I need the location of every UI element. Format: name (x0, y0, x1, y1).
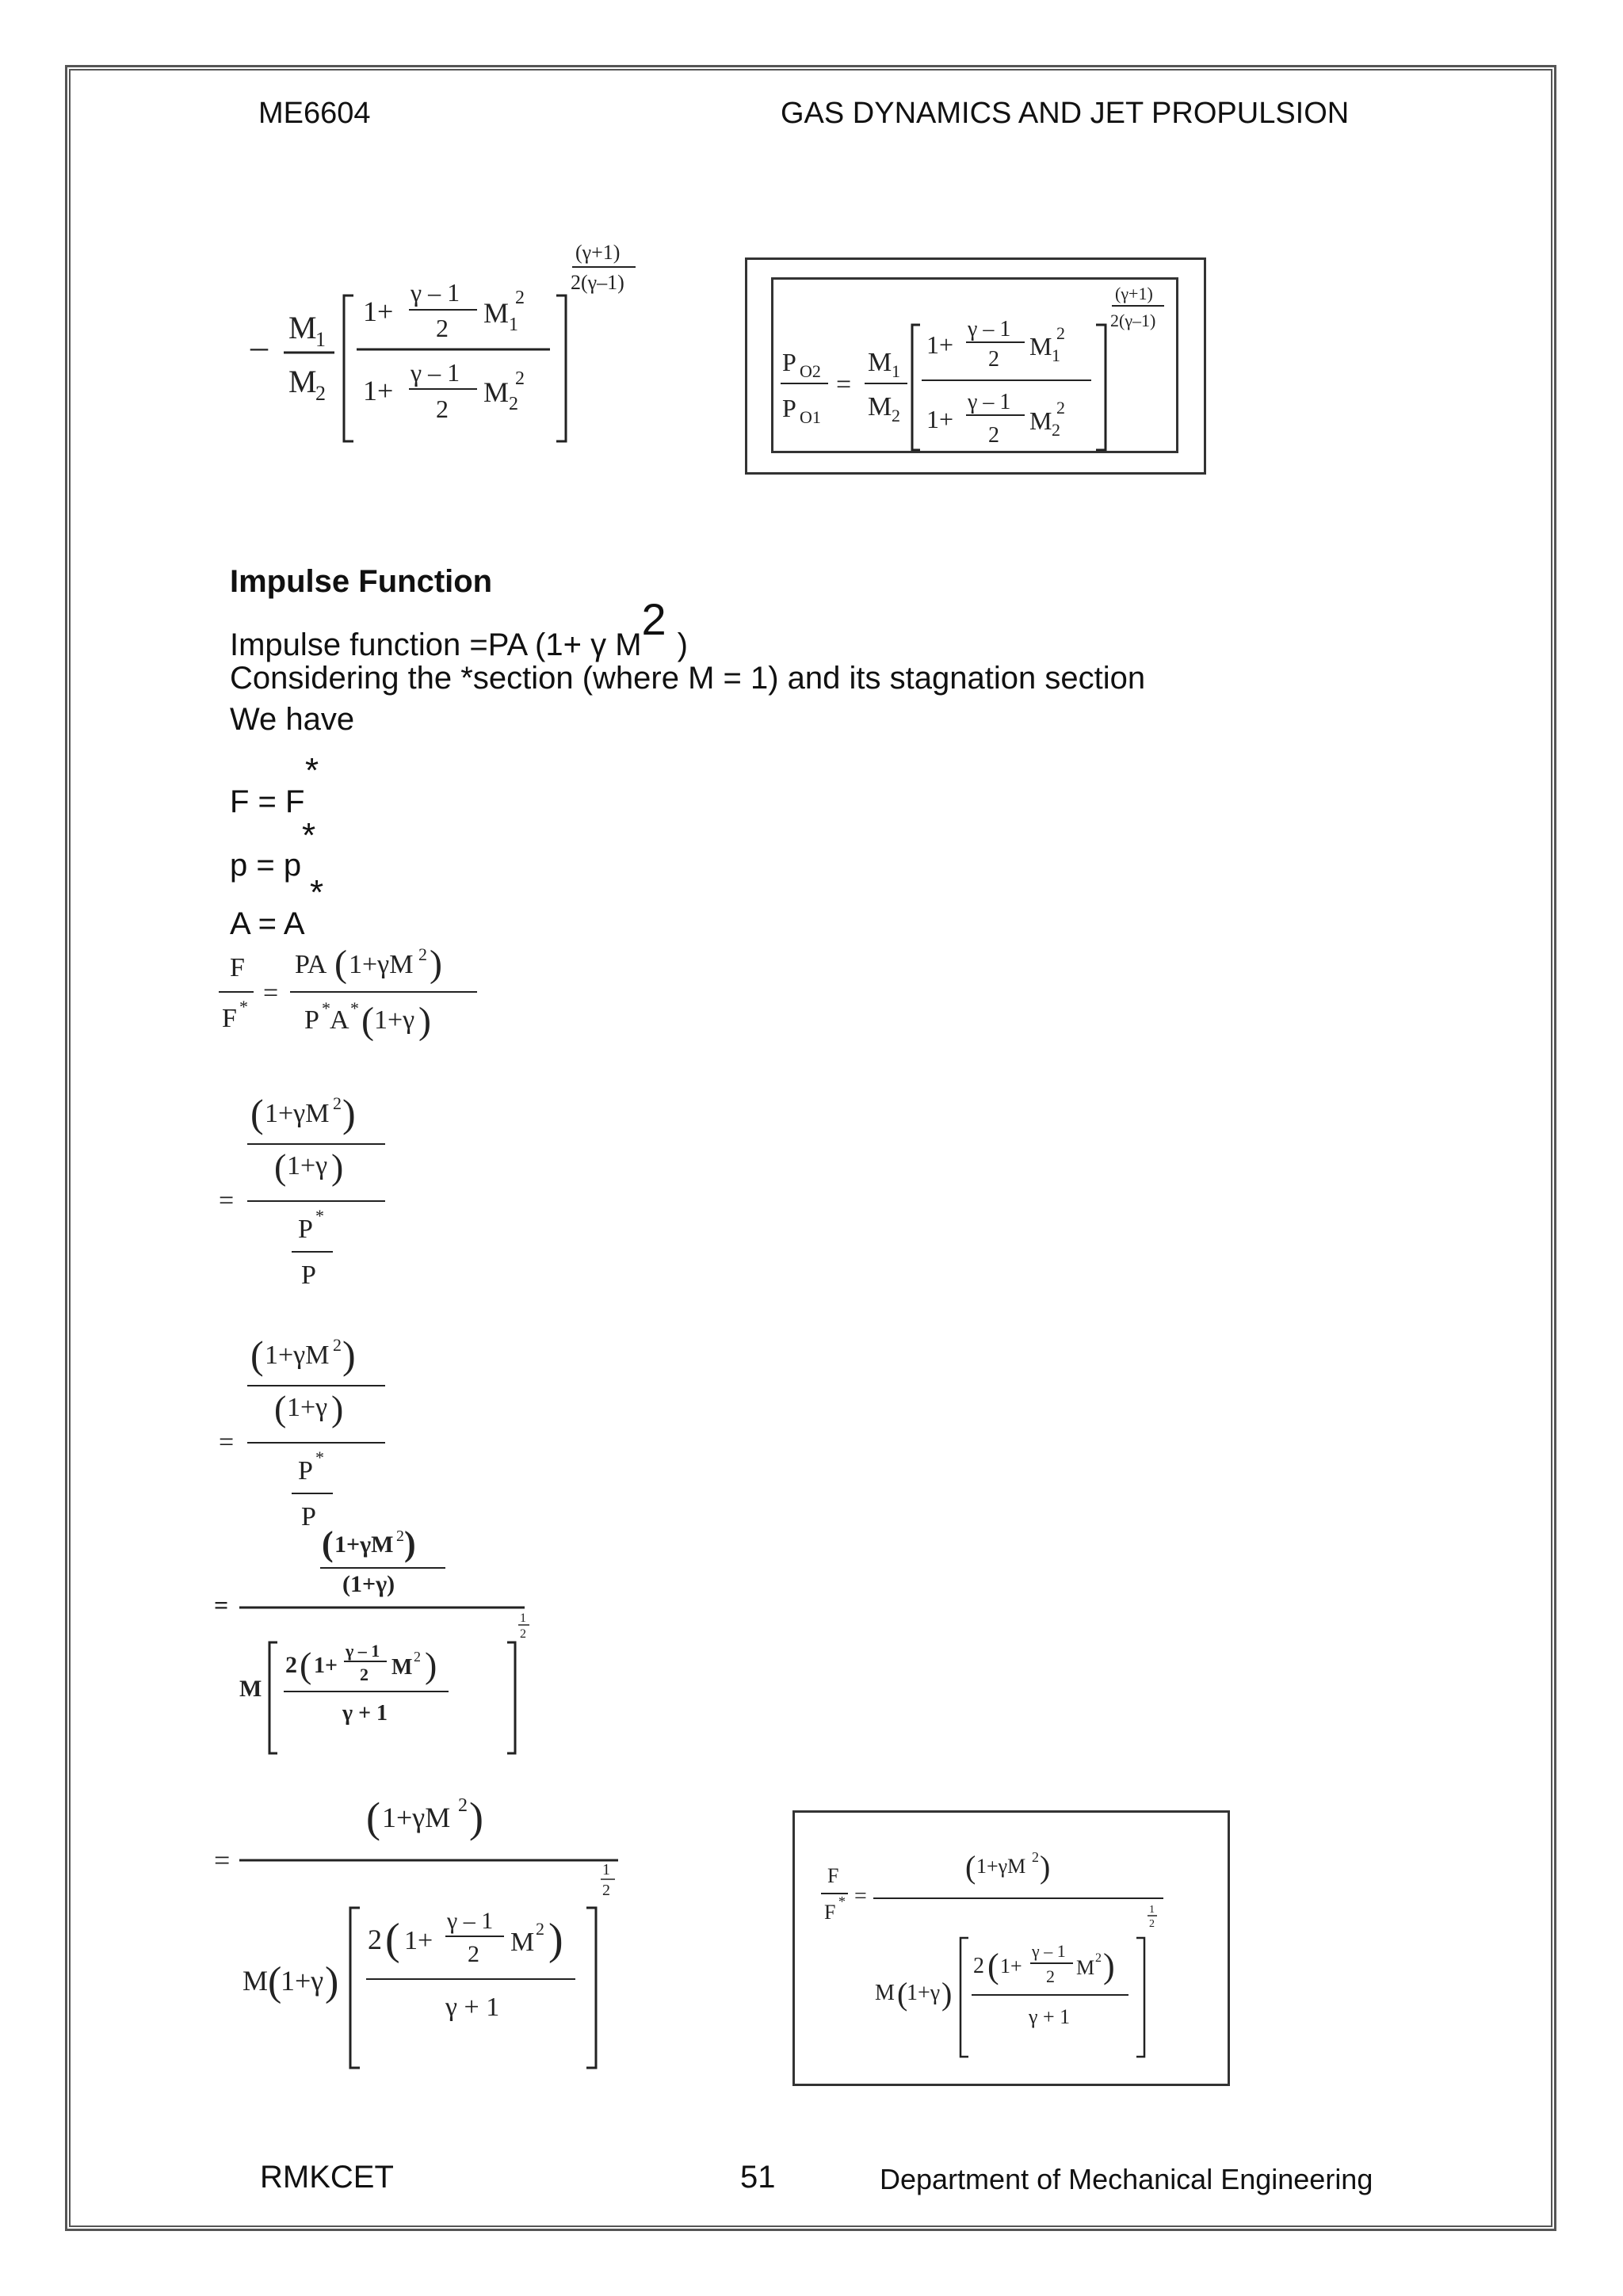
svg-text:2: 2 (520, 1627, 526, 1641)
svg-text:): ) (325, 1959, 339, 2004)
svg-text:1+: 1+ (926, 405, 954, 433)
definition-exponent: 2 (641, 594, 666, 644)
svg-text:γ – 1: γ – 1 (346, 1641, 380, 1661)
svg-text:2(γ–1): 2(γ–1) (571, 271, 624, 294)
svg-text:2: 2 (360, 1665, 369, 1684)
svg-text:): ) (548, 1915, 563, 1964)
svg-text:2: 2 (333, 1335, 342, 1355)
svg-text:(: ( (366, 1794, 380, 1841)
svg-text:M: M (868, 392, 892, 421)
svg-text:): ) (404, 1524, 416, 1563)
svg-text:1+: 1+ (926, 330, 954, 359)
footer-page-number: 51 (740, 2160, 776, 2195)
svg-text:2: 2 (1056, 398, 1065, 418)
svg-text:2: 2 (892, 406, 900, 425)
svg-text:P: P (301, 1261, 316, 1290)
svg-text:(: ( (897, 1976, 908, 2012)
svg-text:M: M (391, 1655, 413, 1680)
svg-text:): ) (430, 943, 442, 985)
svg-text:γ + 1: γ + 1 (445, 1993, 500, 2022)
svg-text:1: 1 (1149, 1904, 1155, 1916)
svg-text:2: 2 (988, 347, 999, 372)
svg-text:2: 2 (1095, 1951, 1102, 1965)
svg-text:1+: 1+ (404, 1926, 433, 1955)
svg-text:M: M (239, 1676, 262, 1702)
svg-text:2: 2 (333, 1093, 342, 1113)
svg-text:2: 2 (368, 1924, 382, 1955)
svg-text:M: M (483, 376, 510, 408)
svg-text:1+γ: 1+γ (287, 1151, 328, 1180)
svg-text:): ) (1040, 1849, 1051, 1885)
svg-text:M: M (868, 348, 892, 377)
svg-text:M: M (1029, 406, 1052, 435)
svg-text:P: P (298, 1215, 313, 1244)
svg-text:): ) (941, 1976, 953, 2012)
svg-text:=: = (836, 370, 852, 399)
svg-text:P: P (301, 1502, 316, 1531)
svg-text:1+γM: 1+γM (265, 1341, 330, 1370)
svg-text:=: = (854, 1884, 867, 1909)
svg-text:1+γ: 1+γ (374, 1005, 415, 1035)
we-have-text: We have (230, 702, 355, 737)
svg-text:γ – 1: γ – 1 (968, 317, 1011, 341)
svg-text:2: 2 (458, 1795, 468, 1816)
svg-text:P: P (304, 1005, 319, 1035)
svg-text:*: * (315, 1447, 324, 1467)
svg-text:1: 1 (892, 361, 900, 381)
equation-final-impulse-ratio (821, 1846, 1186, 2076)
svg-text:M: M (1076, 1956, 1095, 1979)
svg-text:2: 2 (515, 288, 525, 308)
svg-text:(: ( (274, 1388, 287, 1428)
svg-text:(: ( (987, 1947, 999, 1985)
equation-pressure-ratio-expression (246, 234, 658, 456)
svg-text:2: 2 (1046, 1966, 1055, 1986)
svg-text:γ – 1: γ – 1 (411, 278, 460, 307)
svg-text:2: 2 (315, 382, 326, 405)
svg-text:P: P (782, 394, 796, 422)
svg-text:1+γM: 1+γM (976, 1855, 1026, 1878)
equality-f: F = F (230, 784, 305, 819)
svg-text:2: 2 (436, 314, 449, 342)
svg-text:(: ( (250, 1091, 264, 1135)
svg-text:(γ+1): (γ+1) (575, 241, 621, 264)
svg-text:1+: 1+ (363, 296, 394, 327)
equation-impulse-ratio (216, 935, 501, 1054)
svg-text:): ) (342, 1091, 356, 1135)
svg-text:*: * (838, 1894, 846, 1909)
svg-text:2: 2 (602, 1882, 610, 1899)
footer-institution: RMKCET (260, 2160, 394, 2195)
svg-text:(: ( (268, 1959, 282, 2004)
svg-text:2: 2 (418, 944, 427, 964)
svg-text:F: F (230, 953, 245, 982)
svg-text:2: 2 (988, 423, 999, 448)
svg-text:(: ( (300, 1645, 312, 1685)
svg-text:1: 1 (1052, 345, 1060, 365)
svg-text:γ + 1: γ + 1 (342, 1701, 388, 1726)
svg-text:*: * (315, 1206, 324, 1226)
equation-step-2 (216, 1327, 422, 1541)
svg-text:(: ( (322, 1524, 334, 1563)
equality-a: A = A (230, 906, 305, 941)
svg-text:M: M (483, 297, 510, 329)
svg-text:2: 2 (1052, 420, 1060, 440)
svg-text:1+γM: 1+γM (382, 1802, 451, 1833)
svg-text:): ) (331, 1146, 344, 1187)
svg-text:M: M (242, 1965, 269, 1997)
svg-text:(: ( (361, 1000, 374, 1042)
svg-text:1: 1 (315, 328, 326, 351)
svg-text:γ – 1: γ – 1 (1032, 1941, 1066, 1961)
svg-text:1: 1 (602, 1861, 610, 1878)
svg-text:(: ( (250, 1333, 264, 1377)
svg-text:(: ( (385, 1915, 400, 1964)
svg-text:2: 2 (1032, 1849, 1039, 1865)
svg-text:(: ( (274, 1146, 287, 1187)
svg-text:1+: 1+ (363, 375, 394, 406)
svg-text:(: ( (334, 943, 347, 985)
svg-text:): ) (469, 1794, 483, 1841)
svg-text:F: F (824, 1901, 836, 1924)
svg-text:2(γ–1): 2(γ–1) (1110, 311, 1156, 330)
svg-text:M: M (288, 364, 317, 399)
svg-text:=: = (263, 978, 279, 1008)
header-course-code: ME6604 (258, 97, 371, 130)
svg-text:γ – 1: γ – 1 (968, 390, 1011, 414)
svg-text:=: = (214, 1591, 229, 1619)
svg-text:1+γ: 1+γ (281, 1965, 324, 1997)
svg-text:2: 2 (468, 1941, 479, 1967)
svg-text:M: M (1029, 332, 1052, 360)
svg-text:2: 2 (515, 368, 525, 389)
svg-text:2: 2 (536, 1919, 544, 1939)
svg-text:M: M (875, 1981, 895, 2005)
equation-step-3 (211, 1525, 544, 1763)
equation-stagnation-pressure-ratio (781, 277, 1193, 467)
svg-text:2: 2 (509, 394, 518, 414)
star-f: * (305, 751, 319, 790)
svg-text:2: 2 (1149, 1918, 1155, 1930)
svg-text:γ – 1: γ – 1 (447, 1908, 494, 1934)
svg-text:2: 2 (414, 1649, 421, 1665)
svg-text:*: * (239, 997, 248, 1016)
svg-text:M: M (510, 1928, 535, 1957)
svg-text:): ) (331, 1388, 344, 1428)
definition-close: ) (677, 627, 688, 662)
svg-text:): ) (418, 1000, 431, 1042)
svg-text:2: 2 (436, 395, 449, 423)
svg-text:2: 2 (396, 1527, 404, 1545)
svg-text:2: 2 (973, 1954, 984, 1978)
svg-text:γ + 1: γ + 1 (1029, 2005, 1071, 2028)
svg-text:F: F (827, 1864, 839, 1887)
equality-p: p = p (230, 848, 302, 883)
svg-text:1+γ: 1+γ (907, 1981, 941, 2005)
star-p: * (302, 816, 316, 855)
svg-text:*: * (350, 998, 359, 1018)
svg-text:1: 1 (520, 1611, 526, 1625)
svg-text:=: = (219, 1186, 235, 1215)
svg-text:): ) (1103, 1947, 1115, 1985)
svg-text:*: * (322, 998, 330, 1018)
svg-text:(γ+1): (γ+1) (1115, 284, 1153, 303)
svg-text:=: = (219, 1428, 235, 1457)
svg-text:A: A (330, 1005, 349, 1035)
svg-text:2: 2 (1056, 323, 1065, 343)
equation-step-4 (211, 1791, 639, 2084)
svg-text:M: M (288, 310, 317, 345)
svg-text:1+: 1+ (314, 1653, 338, 1678)
svg-text:1+γM: 1+γM (265, 1099, 330, 1128)
svg-text:1+γM: 1+γM (349, 950, 414, 979)
svg-text:): ) (342, 1333, 356, 1377)
considering-text: Considering the *section (where M = 1) and its stagnation section (230, 661, 1146, 696)
svg-text:–: – (250, 327, 268, 366)
svg-text:O2: O2 (800, 361, 821, 381)
svg-text:γ – 1: γ – 1 (411, 358, 460, 387)
svg-text:=: = (214, 1844, 231, 1876)
star-a: * (310, 873, 324, 912)
svg-text:PA: PA (295, 950, 327, 979)
svg-text:(1+γ): (1+γ) (342, 1571, 395, 1597)
svg-text:): ) (425, 1645, 437, 1685)
svg-text:P: P (298, 1456, 313, 1486)
header-course-title: GAS DYNAMICS AND JET PROPULSION (781, 97, 1350, 130)
svg-text:1+γ: 1+γ (287, 1393, 328, 1422)
svg-text:(: ( (965, 1849, 976, 1885)
svg-text:1+γM: 1+γM (334, 1531, 394, 1558)
svg-text:O1: O1 (800, 407, 821, 427)
section-heading: Impulse Function (230, 564, 493, 599)
equation-step-1 (216, 1085, 422, 1299)
svg-text:2: 2 (285, 1652, 297, 1678)
svg-text:1+: 1+ (1000, 1955, 1022, 1978)
impulse-function-definition (230, 594, 688, 664)
svg-text:1: 1 (509, 315, 518, 335)
svg-text:P: P (782, 348, 796, 376)
footer-department: Department of Mechanical Engineering (880, 2163, 1373, 2195)
definition-text: Impulse function =PA (1+ γ M (230, 627, 642, 662)
svg-text:F: F (222, 1004, 237, 1033)
